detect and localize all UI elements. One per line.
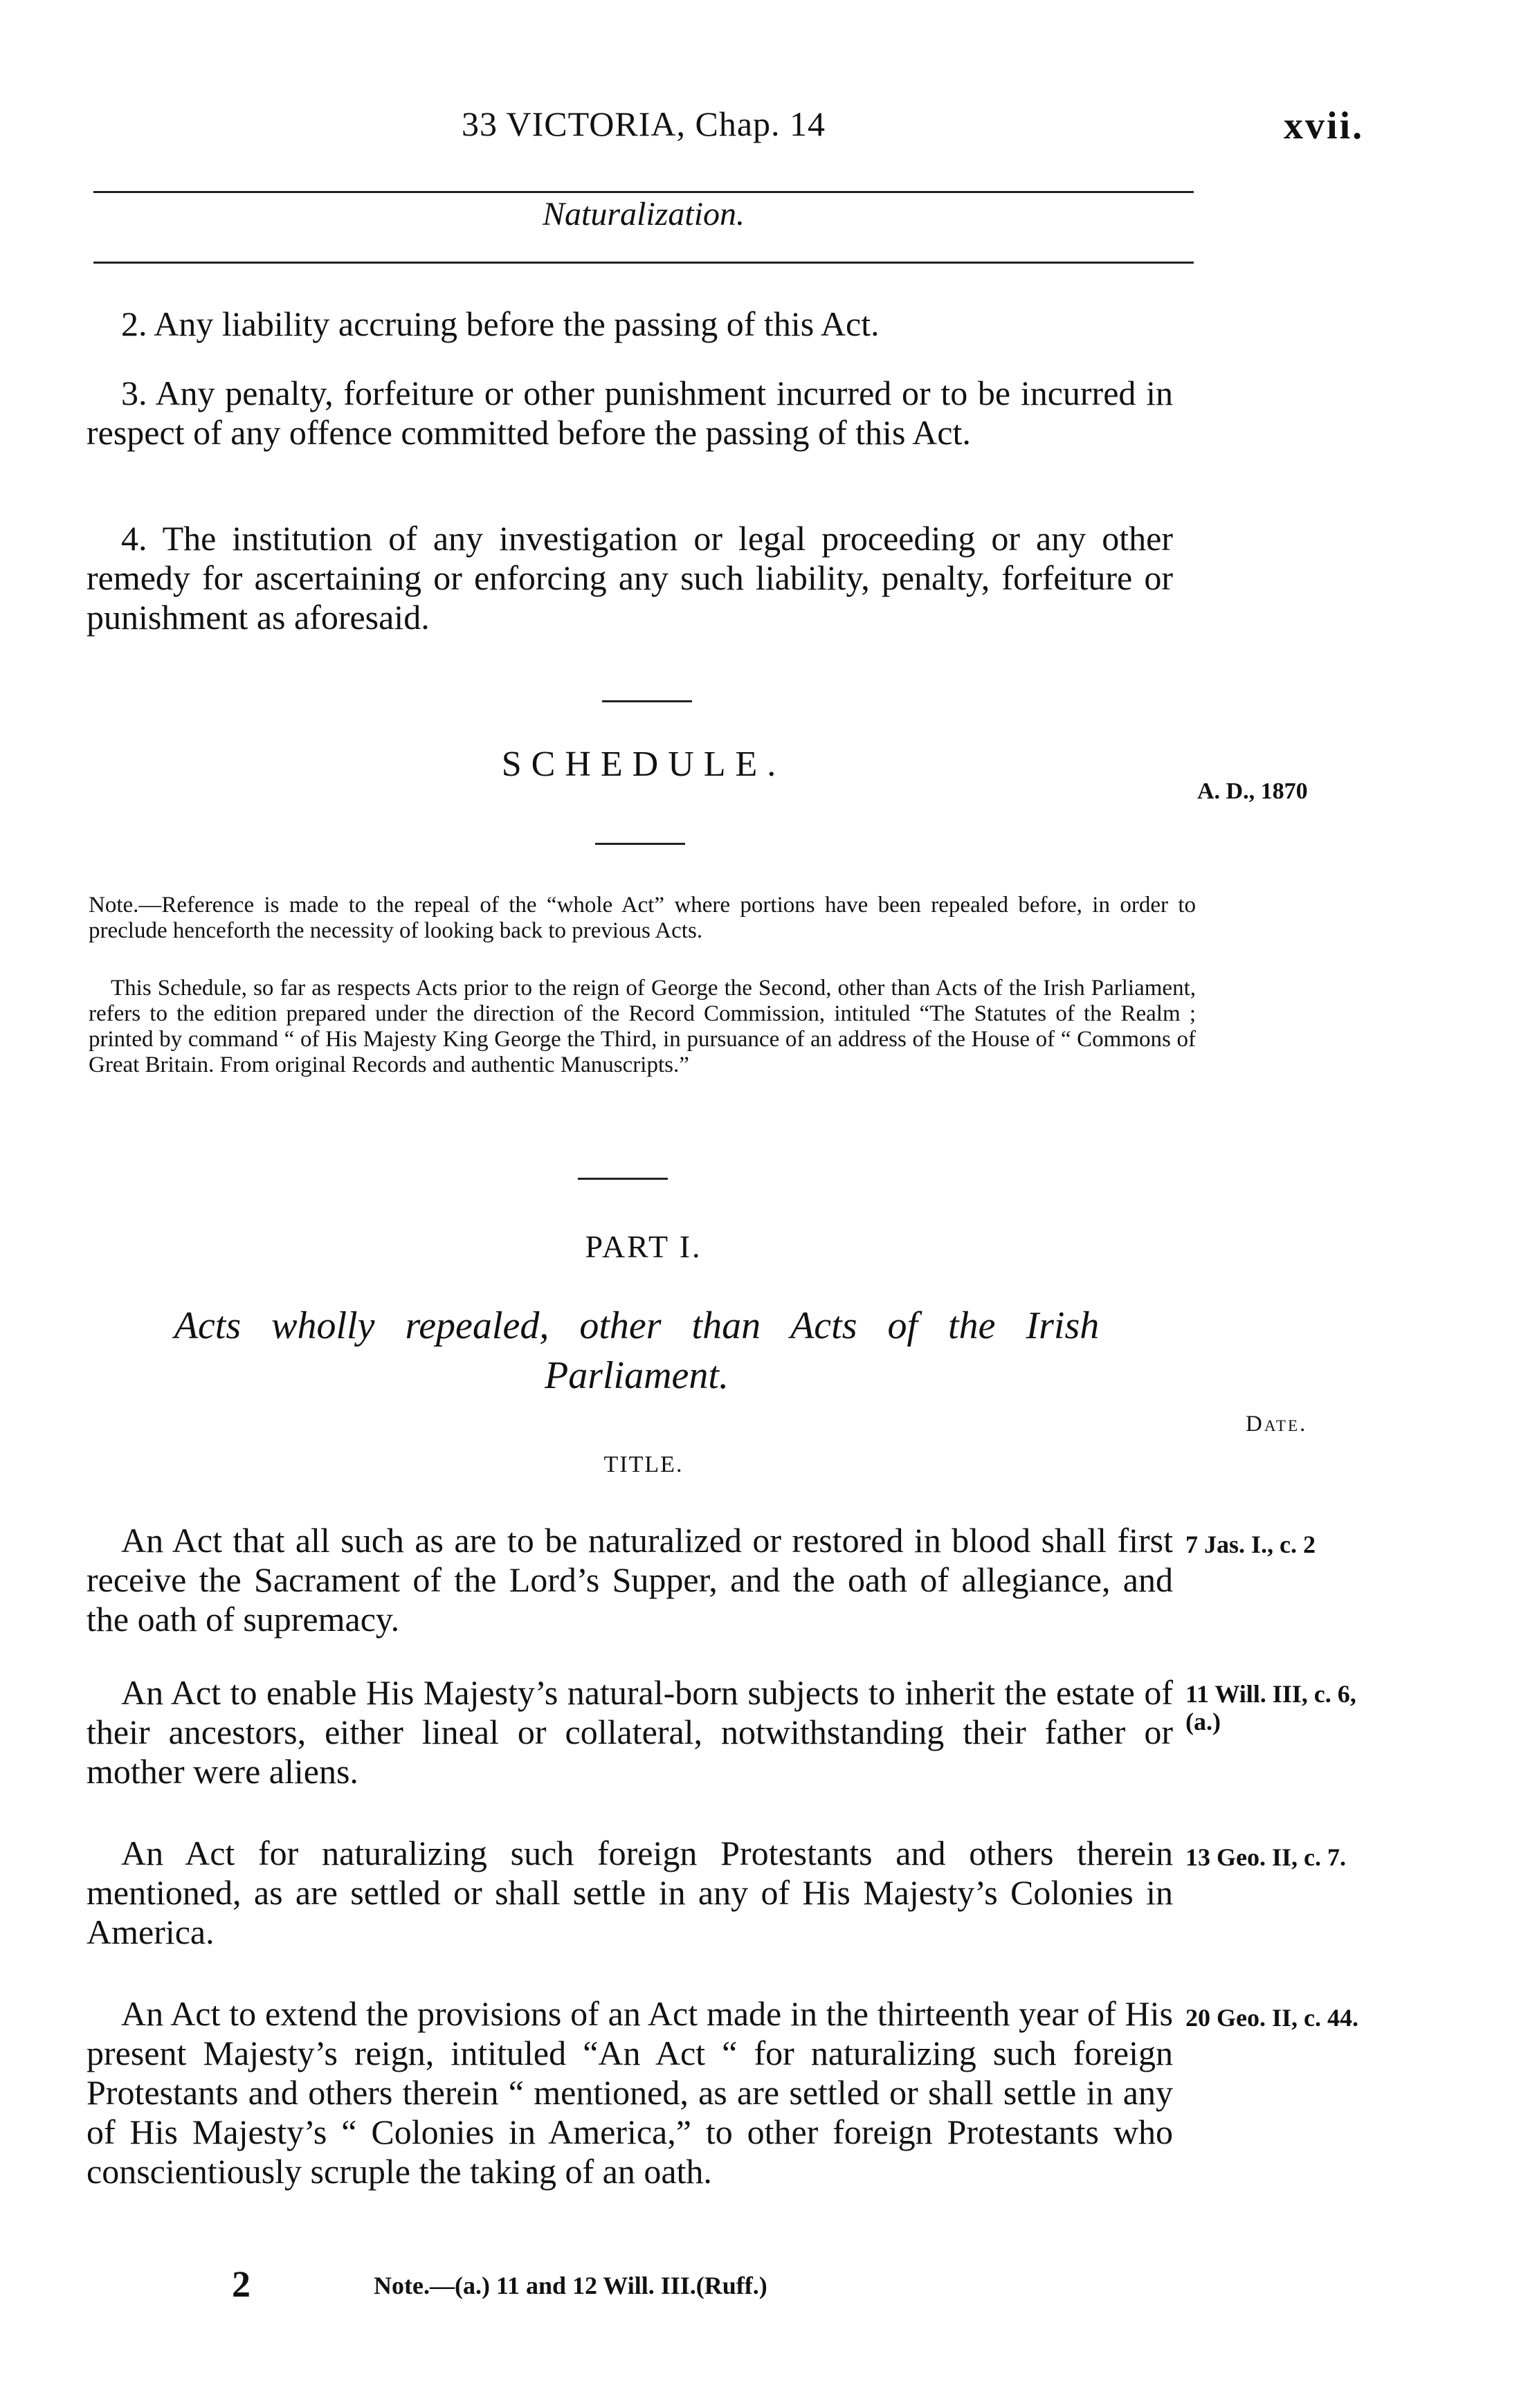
footnote: Note.—(a.) 11 and 12 Will. III.(Ruff.) (374, 2272, 767, 2299)
section-subtitle: Naturalization. (542, 196, 745, 232)
part-subtitle: Acts wholly repealed, other than Acts of the Irish Parliament. (174, 1304, 1100, 1397)
header-rule-top (93, 191, 1194, 193)
separator-short (602, 700, 692, 702)
paragraph-3: 3. Any penalty, forfeiture or other punishment incurred or to be incurred in respect of any offence committed before the passing of this Act. (87, 374, 1173, 452)
schedule-note-1: Note.—Reference is made to the repeal of the “whole Act” where portions have been repealed before, in order to preclude henceforth the necessity of looking back to previous Acts. (89, 893, 1196, 943)
schedule-year: A. D., 1870 (1197, 778, 1308, 804)
act-date-4: 20 Geo. II, c. 44. (1185, 2004, 1358, 2032)
header-rule-bottom (93, 262, 1194, 264)
schedule-title: SCHEDULE. (501, 745, 786, 784)
separator-part (578, 1178, 668, 1180)
act-title-3: An Act for naturalizing such foreign Protestants and others therein mentioned, as are settled or shall settle in any of His Majesty’s Colonies in America. (87, 1834, 1173, 1951)
schedule-note-2: This Schedule, so far as respects Acts prior to the reign of George the Second, other than Acts of the Irish Parliament, refers to the edition prepared under the direction of the Record Commission, intituled “The Statutes of the Realm ; printed by command “ of His Majesty King George the Third, in pursuance of an address of the House of “ Commons of Great Britain. From original Records and authentic Manuscripts.” (89, 976, 1196, 1077)
act-title-1: An Act that all such as are to be naturalized or restored in blood shall first receive the Sacrament of the Lord’s Supper, and the oath of allegiance, and the oath of supremacy. (87, 1521, 1173, 1639)
separator-short-2 (595, 843, 685, 845)
running-title: 33 VICTORIA, Chap. 14 (461, 104, 826, 143)
title-column-header: TITLE. (603, 1452, 684, 1477)
page-number: xvii. (1284, 104, 1365, 147)
date-column-header: Date. (1246, 1412, 1308, 1436)
act-date-1: 7 Jas. I., c. 2 (1185, 1531, 1316, 1558)
signature-mark: 2 (232, 2263, 251, 2305)
act-title-4: An Act to extend the provisions of an Act made in the thirteenth year of His present Majesty’s reign, intituled “An Act “ for naturalizing such foreign Protestants and others therein “ mentioned, as are settled or shall settle in any of His Majesty’s “ Colonies in America,” to other foreign Protestants who conscientiously scruple the taking of an oath. (87, 1994, 1173, 2191)
act-date-2: 11 Will. III, c. 6, (a.) (1185, 1680, 1356, 1735)
part-heading: PART I. (585, 1229, 702, 1264)
act-date-3: 13 Geo. II, c. 7. (1185, 1843, 1346, 1871)
act-title-2: An Act to enable His Majesty’s natural-born subjects to inherit the estate of their ancestors, either lineal or collateral, notwithstanding their father or mother were aliens. (87, 1673, 1173, 1791)
paragraph-4: 4. The institution of any investigation or legal proceeding or any other remedy for ascertaining or enforcing any such liability, penalty, forfeiture or punishment as aforesaid. (87, 519, 1173, 637)
paragraph-2: 2. Any liability accruing before the passing of this Act. (121, 304, 880, 343)
